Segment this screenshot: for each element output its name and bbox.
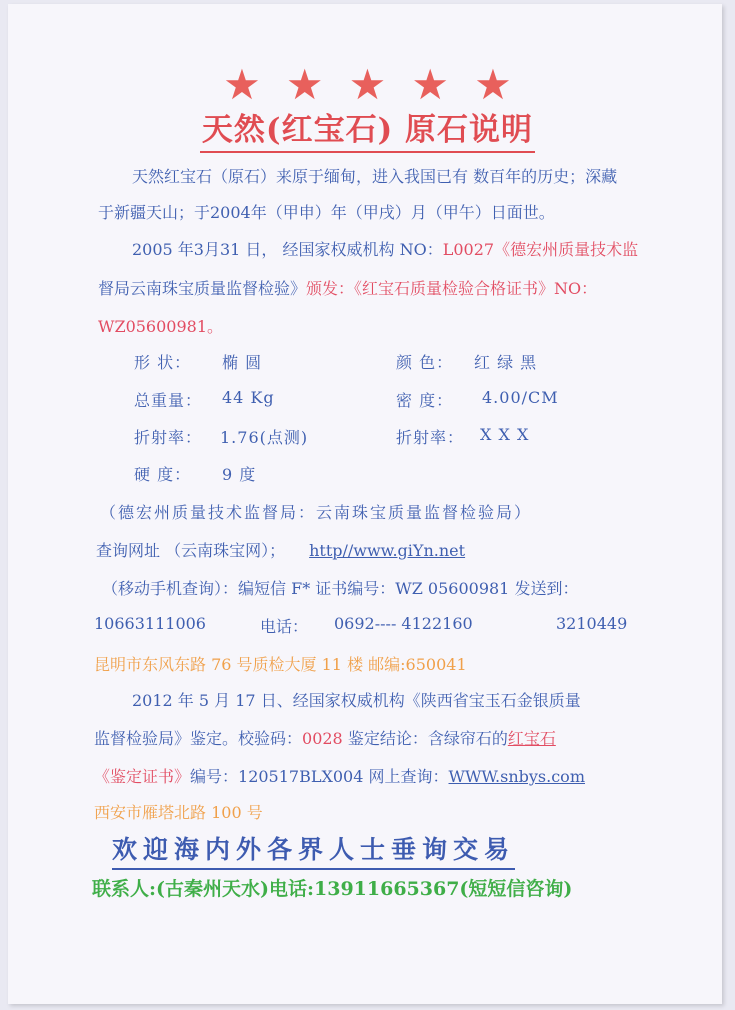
cert1-line-2-text: 督局云南珠宝质量监督检验》 bbox=[98, 279, 307, 298]
document-title bbox=[0, 104, 735, 153]
intro-line-1: 天然红宝石（原石）来原于缅甸，进入我国已有 数百年的历史；深藏 bbox=[132, 167, 618, 186]
address-xian: 西安市雁塔北路 100 号 bbox=[94, 803, 263, 822]
welcome-banner: 欢迎海内外各界人士垂询交易 bbox=[112, 830, 515, 870]
cert1-line-2 bbox=[98, 276, 597, 299]
bureau-line: （德宏州质量技术监督局：云南珠宝质量监督检验局） bbox=[100, 503, 533, 522]
refraction-value-2: X X X bbox=[480, 425, 530, 444]
stars-row bbox=[0, 60, 735, 109]
intro-line-2: 于新疆天山；于2004年（甲申）年（甲戌）月（甲午）日面世。 bbox=[98, 203, 555, 222]
hardness-value: 9 度 bbox=[222, 465, 257, 484]
query-line bbox=[96, 538, 465, 561]
address-kunming: 昆明市东风东路 76 号质检大厦 11 楼 邮编:650041 bbox=[94, 655, 467, 674]
density-value: 4.00/CM bbox=[482, 388, 559, 407]
refraction-label: 折射率： bbox=[134, 428, 203, 447]
shape-label: 形 状： bbox=[134, 353, 192, 372]
star-icon: ★ bbox=[411, 60, 450, 109]
cert2-line-2-text: 监督检验局》鉴定。校验码： bbox=[94, 729, 303, 748]
weight-value: 44 Kg bbox=[222, 388, 275, 407]
snbys-url-link[interactable]: WWW.snbys.com bbox=[448, 767, 585, 786]
cert2-conclusion: 鉴定结论：含绿帘石的 bbox=[342, 729, 508, 748]
phone-label: 电话： bbox=[260, 617, 309, 636]
shape-value: 椭 圆 bbox=[222, 353, 263, 372]
ruby-text: 红宝石 bbox=[507, 729, 556, 748]
cert2-line-1: 2012 年 5 月 17 日、经国家权威机构《陕西省宝玉石金银质量 bbox=[132, 691, 581, 710]
cert1-line-1 bbox=[132, 237, 638, 260]
sms-line-1: （移动手机查询）：编短信 F* 证书编号：WZ 05600981 发送到： bbox=[102, 579, 579, 598]
sms-number: 10663111006 bbox=[94, 614, 206, 633]
cert1-line-2-red: 颁发：《红宝石质量检验合格证书》NO： bbox=[306, 279, 598, 298]
cert1-line-3: WZ05600981。 bbox=[98, 317, 224, 336]
cert1-line-1-red: L0027《德宏州质量技术监 bbox=[442, 240, 639, 259]
star-icon: ★ bbox=[223, 60, 261, 109]
hardness-label: 硬 度： bbox=[134, 465, 192, 484]
title-text: 天然(红宝石) 原石说明 bbox=[200, 104, 535, 153]
star-icon: ★ bbox=[348, 60, 387, 109]
star-icon: ★ bbox=[285, 60, 324, 109]
contact-line: 联系人:(古秦州天水)电话:13911665367(短短信咨询) bbox=[92, 878, 573, 900]
color-value: 红 绿 黑 bbox=[474, 353, 538, 372]
color-label: 颜 色： bbox=[396, 353, 454, 372]
weight-label: 总重量： bbox=[134, 391, 203, 410]
verify-code: 0028 bbox=[302, 729, 343, 748]
query-url-link[interactable]: http//www.giYn.net bbox=[309, 541, 466, 560]
cert2-line-3 bbox=[94, 764, 585, 787]
refraction-label-2: 折射率： bbox=[396, 428, 465, 447]
cert2-line-3-text: 编号：120517BLX004 网上查询： bbox=[190, 767, 449, 786]
phone-number-1: 0692---- 4122160 bbox=[334, 614, 473, 633]
star-icon: ★ bbox=[474, 60, 512, 109]
refraction-value: 1.76(点测) bbox=[220, 428, 309, 447]
phone-number-2: 3210449 bbox=[556, 614, 628, 633]
density-label: 密 度： bbox=[396, 391, 454, 410]
cert2-line-2 bbox=[94, 726, 556, 749]
query-label: 查询网址 （云南珠宝网）； bbox=[96, 541, 286, 560]
cert1-line-1-text: 2005 年3月31 日， 经国家权威机构 NO： bbox=[132, 240, 443, 259]
certificate-title: 《鉴定证书》 bbox=[94, 767, 191, 786]
